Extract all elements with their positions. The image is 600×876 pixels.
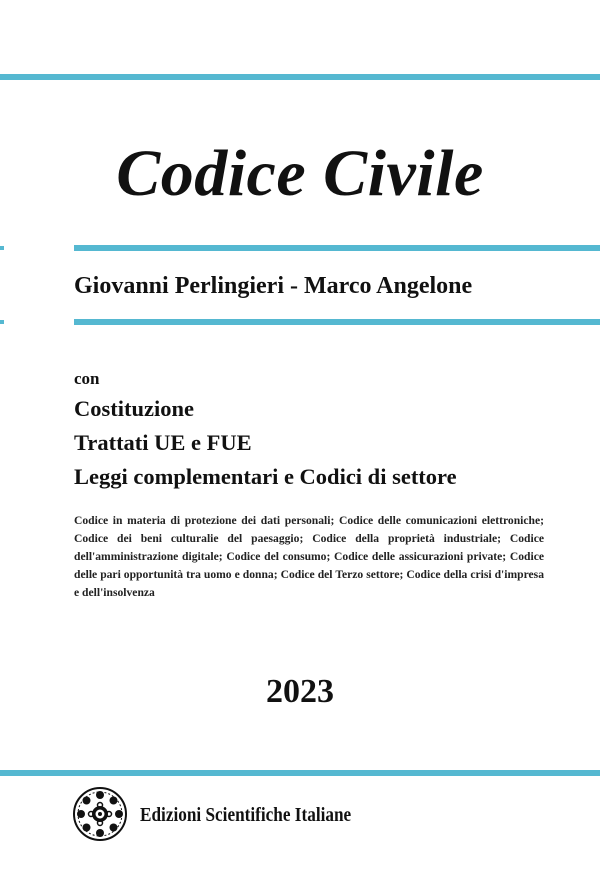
- authors-line: Giovanni Perlingieri - Marco Angelone: [74, 273, 473, 299]
- publisher-name: Edizioni Scientifiche Italiane: [140, 804, 352, 826]
- top-rule: [0, 74, 600, 80]
- sector-codes-description: Codice in materia di protezione dei dati personali; Codice delle comunicazioni elettroniche; Codice dei beni culturalie del paesaggio; Codice della proprietà industriale; Codice dell'amministrazione digitale; Codice del consumo; Codice delle assicurazioni private; Codice delle pari opportunità tra uomo e donna; Codice del Terzo settore; Codice della crisi d'impresa e dell'insolvenza: [74, 514, 544, 599]
- left-edge-mark-lower: [0, 320, 4, 324]
- included-works-list: [74, 392, 457, 494]
- ornamental-rosette-icon: [72, 786, 128, 842]
- book-title: Codice Civile: [116, 137, 484, 210]
- upper-author-rule: [74, 245, 600, 251]
- bottom-rule: [0, 770, 600, 776]
- included-work: Trattati UE e FUE: [74, 430, 252, 455]
- lower-author-rule: [74, 319, 600, 325]
- edition-year: 2023: [266, 673, 334, 710]
- included-work: Leggi complementari e Codici di settore: [74, 464, 457, 489]
- included-work: Costituzione: [74, 396, 194, 421]
- with-label: con: [74, 369, 100, 388]
- left-edge-mark: [0, 246, 4, 250]
